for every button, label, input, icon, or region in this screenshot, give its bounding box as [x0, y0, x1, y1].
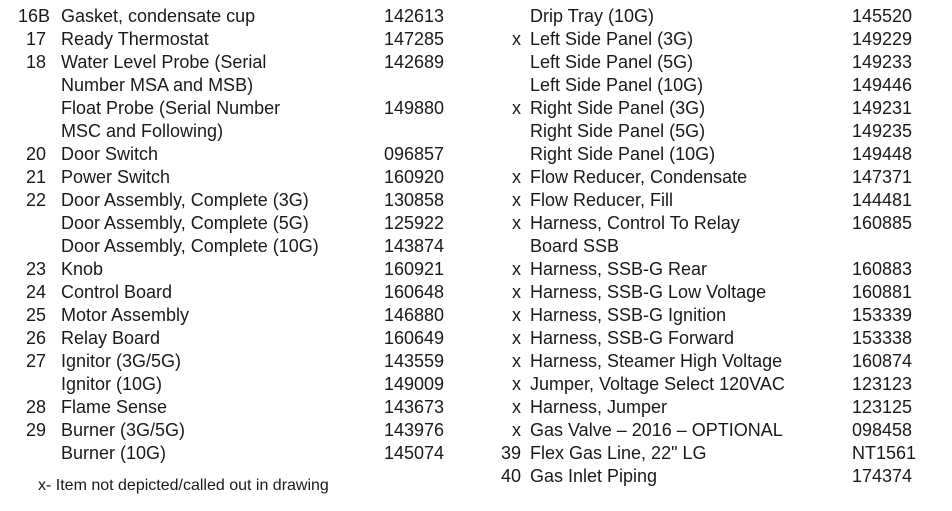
- item-description: Control Board: [61, 282, 173, 302]
- item-number: x: [512, 328, 521, 348]
- item-description: MSC and Following): [61, 121, 224, 141]
- part-number: 149231: [852, 98, 913, 118]
- parts-list-row: [490, 465, 930, 488]
- item-description: Power Switch: [61, 167, 171, 187]
- part-number: 123123: [852, 374, 913, 394]
- item-description: Water Level Probe (Serial: [61, 52, 267, 72]
- parts-list-row: [490, 327, 930, 350]
- item-description: Flow Reducer, Fill: [530, 190, 674, 210]
- item-number: 18: [25, 52, 46, 72]
- item-number: 25: [25, 305, 46, 325]
- parts-list-row: [490, 419, 930, 442]
- item-description: Left Side Panel (5G): [530, 52, 694, 72]
- item-number: 17: [25, 29, 46, 49]
- item-number: 26: [25, 328, 46, 348]
- item-description: Right Side Panel (5G): [530, 121, 706, 141]
- part-number: 142613: [384, 6, 445, 26]
- item-number: 24: [25, 282, 46, 302]
- item-description: Flex Gas Line, 22" LG: [530, 443, 707, 463]
- item-number: x: [512, 213, 521, 233]
- item-description: Right Side Panel (3G): [530, 98, 706, 118]
- part-number: 149229: [852, 29, 913, 49]
- item-number: 27: [25, 351, 46, 371]
- item-number: x: [512, 420, 521, 440]
- item-number: 23: [25, 259, 46, 279]
- parts-list-row: [18, 74, 458, 97]
- parts-list-row: [490, 166, 930, 189]
- part-number: 149233: [852, 52, 913, 72]
- item-number: 28: [25, 397, 46, 417]
- part-number: 145520: [852, 6, 913, 26]
- item-number: 29: [25, 420, 46, 440]
- part-number: 143673: [384, 397, 445, 417]
- item-description: Burner (3G/5G): [61, 420, 186, 440]
- part-number: 160920: [384, 167, 445, 187]
- item-description: Gasket, condensate cup: [61, 6, 256, 26]
- item-description: Knob: [61, 259, 104, 279]
- parts-list-row: [490, 5, 930, 28]
- part-number: 174374: [852, 466, 913, 486]
- part-number: 160649: [384, 328, 445, 348]
- item-description: Motor Assembly: [61, 305, 190, 325]
- item-description: Ignitor (10G): [61, 374, 163, 394]
- part-number: 096857: [384, 144, 445, 164]
- part-number: 098458: [852, 420, 913, 440]
- parts-list-row: [490, 304, 930, 327]
- item-number: 40: [500, 466, 521, 486]
- item-description: Harness, SSB-G Forward: [530, 328, 735, 348]
- item-description: Flow Reducer, Condensate: [530, 167, 748, 187]
- item-description: Jumper, Voltage Select 120VAC: [530, 374, 785, 394]
- item-number: x: [512, 190, 521, 210]
- item-description: Relay Board: [61, 328, 161, 348]
- part-number: NT1561: [852, 443, 917, 463]
- part-number: 149880: [384, 98, 445, 118]
- parts-list-row: [18, 5, 458, 28]
- part-number: 147371: [852, 167, 913, 187]
- item-description: Harness, Jumper: [530, 397, 668, 417]
- item-description: Door Assembly, Complete (5G): [61, 213, 309, 233]
- part-number: 143976: [384, 420, 445, 440]
- part-number: 160921: [384, 259, 445, 279]
- item-description: Board SSB: [530, 236, 620, 256]
- parts-list-row: [490, 212, 930, 235]
- part-number: 145074: [384, 443, 445, 463]
- parts-list-row: [18, 373, 458, 396]
- item-number: x: [512, 167, 521, 187]
- part-number: 160885: [852, 213, 913, 233]
- part-number: 160883: [852, 259, 913, 279]
- part-number: 153338: [852, 328, 913, 348]
- parts-list-row: [18, 51, 458, 74]
- item-description: Gas Inlet Piping: [530, 466, 658, 486]
- part-number: 149448: [852, 144, 913, 164]
- item-description: Right Side Panel (10G): [530, 144, 716, 164]
- item-number: 20: [25, 144, 46, 164]
- part-number: 123125: [852, 397, 913, 417]
- item-description: Harness, SSB-G Low Voltage: [530, 282, 767, 302]
- item-number: x: [512, 351, 521, 371]
- parts-list-row: [490, 373, 930, 396]
- parts-list-row: [490, 396, 930, 419]
- item-description: Harness, Control To Relay: [530, 213, 740, 233]
- item-number: 16B: [18, 6, 51, 26]
- parts-list-row: [18, 166, 458, 189]
- item-number: x: [512, 397, 521, 417]
- item-number: x: [512, 259, 521, 279]
- item-description: Door Assembly, Complete (3G): [61, 190, 309, 210]
- parts-list-row: [490, 258, 930, 281]
- parts-list-row: [18, 350, 458, 373]
- item-number: x: [512, 374, 521, 394]
- parts-list-row: [18, 327, 458, 350]
- parts-list-row: [18, 28, 458, 51]
- parts-list-row: [18, 97, 458, 120]
- parts-list-row: [18, 143, 458, 166]
- part-number: 160648: [384, 282, 445, 302]
- part-number: 144481: [852, 190, 913, 210]
- parts-list-row: [490, 281, 930, 304]
- parts-list-row: [490, 442, 930, 465]
- item-description: Ignitor (3G/5G): [61, 351, 182, 371]
- parts-list-row: [18, 212, 458, 235]
- item-description: Harness, SSB-G Rear: [530, 259, 708, 279]
- parts-list-row: [490, 97, 930, 120]
- item-number: x: [512, 282, 521, 302]
- parts-list-row: [18, 281, 458, 304]
- item-number: x: [512, 305, 521, 325]
- part-number: 143559: [384, 351, 445, 371]
- part-number: 143874: [384, 236, 445, 256]
- item-number: 39: [500, 443, 521, 463]
- item-description: Number MSA and MSB): [61, 75, 254, 95]
- item-description: Door Assembly, Complete (10G): [61, 236, 319, 256]
- item-description: Flame Sense: [61, 397, 168, 417]
- item-number: 21: [25, 167, 46, 187]
- parts-list-row: [490, 143, 930, 166]
- part-number: 146880: [384, 305, 445, 325]
- parts-list-row: [18, 258, 458, 281]
- parts-list-row: [490, 120, 930, 143]
- item-description: Gas Valve – 2016 – OPTIONAL: [530, 420, 783, 440]
- item-description: Left Side Panel (10G): [530, 75, 704, 95]
- parts-list-row: [18, 419, 458, 442]
- parts-list-row: [18, 304, 458, 327]
- part-number: 130858: [384, 190, 445, 210]
- parts-list-row: [490, 51, 930, 74]
- parts-list-row: [490, 350, 930, 373]
- parts-list-row: [490, 28, 930, 51]
- footnote: x- Item not depicted/called out in drawing: [38, 477, 329, 494]
- item-description: Harness, Steamer High Voltage: [530, 351, 783, 371]
- parts-list-row: [490, 74, 930, 97]
- item-description: Drip Tray (10G): [530, 6, 655, 26]
- part-number: 160881: [852, 282, 913, 302]
- part-number: 149009: [384, 374, 445, 394]
- parts-list-row: [18, 442, 458, 465]
- part-number: 125922: [384, 213, 445, 233]
- parts-list-row: [18, 189, 458, 212]
- item-description: Float Probe (Serial Number: [61, 98, 281, 118]
- item-number: x: [512, 29, 521, 49]
- item-number: 22: [25, 190, 46, 210]
- item-description: Harness, SSB-G Ignition: [530, 305, 727, 325]
- item-description: Ready Thermostat: [61, 29, 209, 49]
- parts-list-row: [490, 235, 930, 258]
- part-number: 160874: [852, 351, 913, 371]
- part-number: 149235: [852, 121, 913, 141]
- item-description: Door Switch: [61, 144, 159, 164]
- part-number: 147285: [384, 29, 445, 49]
- item-description: Left Side Panel (3G): [530, 29, 694, 49]
- part-number: 149446: [852, 75, 913, 95]
- part-number: 142689: [384, 52, 445, 72]
- parts-list-row: [18, 120, 458, 143]
- part-number: 153339: [852, 305, 913, 325]
- item-description: Burner (10G): [61, 443, 167, 463]
- item-number: x: [512, 98, 521, 118]
- parts-list-row: [18, 396, 458, 419]
- parts-list-row: [490, 189, 930, 212]
- parts-list-row: [18, 235, 458, 258]
